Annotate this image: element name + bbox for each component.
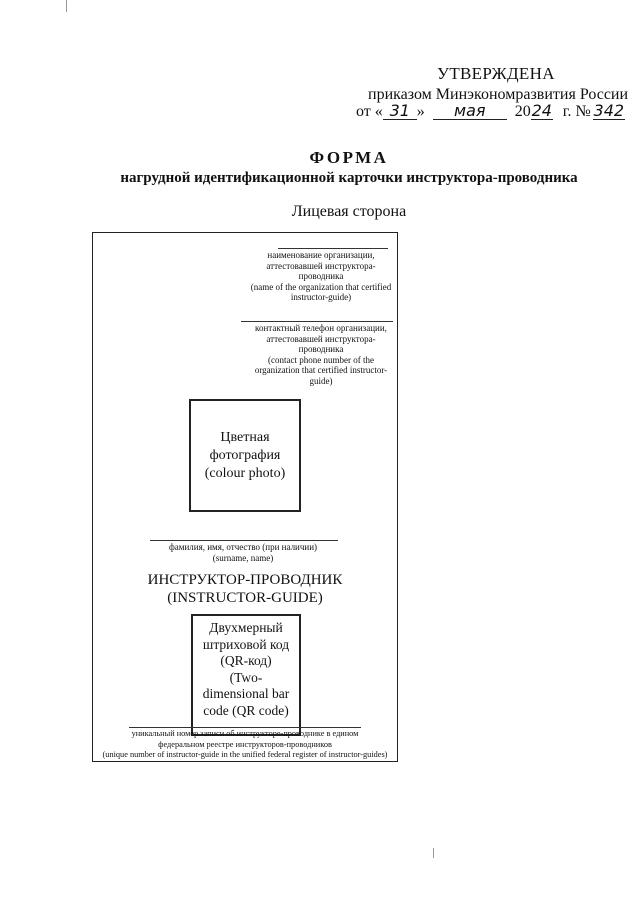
approval-year-suffix: 24 — [531, 101, 552, 120]
org-name-blank-line — [278, 248, 388, 249]
approval-year-prefix: 20 — [514, 103, 531, 120]
role-title-ru: ИНСТРУКТОР-ПРОВОДНИК — [147, 572, 343, 588]
phone-blank-line — [241, 321, 393, 322]
fullname-blank-line — [150, 540, 338, 541]
id-card-front — [92, 232, 398, 762]
role-title — [93, 571, 397, 607]
registry-number-blank-line — [129, 727, 361, 728]
card-side-label: Лицевая сторона — [291, 203, 407, 220]
org-name-caption: наименование организации, аттестовавшей инструктора- проводника (name of the organization that certified instructor-guide) — [250, 250, 392, 302]
colour-photo-box: Цветная фотография (colour photo) — [189, 399, 301, 512]
approval-from-prefix: от « — [356, 103, 383, 120]
approval-day: 31 — [383, 103, 417, 120]
fullname-caption: фамилия, имя, отчество (при наличии) (surname, name) — [168, 542, 318, 563]
approval-order-text: приказом Минэкономразвития России — [368, 86, 629, 103]
scan-artifact-bottom — [433, 848, 434, 858]
approval-quote-close: » — [416, 103, 425, 120]
approval-month: мая — [433, 103, 507, 120]
approval-number: 342 — [593, 101, 625, 120]
form-subtitle: нагрудной идентификационной карточки инструктора-проводника — [120, 170, 578, 186]
scan-artifact-top — [66, 0, 67, 12]
role-title-en: (INSTRUCTOR-GUIDE) — [167, 590, 323, 606]
registry-number-caption: уникальный номер записи об инструкторе-проводнике в едином федеральном реестре инструкторов-проводников (unique number of instructor-guide in the unified federal register of instructor-guides) — [102, 729, 388, 759]
approval-date-line — [356, 103, 625, 121]
form-title: ФОРМА — [309, 148, 389, 167]
approval-number-label: г. № — [562, 103, 591, 120]
approval-title: УТВЕРЖДЕНА — [437, 64, 555, 83]
qr-code-box: Двухмерный штриховой код (QR-код) (Two- dimensional bar code (QR code) — [191, 614, 301, 736]
phone-caption: контактный телефон организации, аттестовавшей инструктора- проводника (contact phone number of the organization that certified instructor- guide) — [254, 323, 388, 386]
